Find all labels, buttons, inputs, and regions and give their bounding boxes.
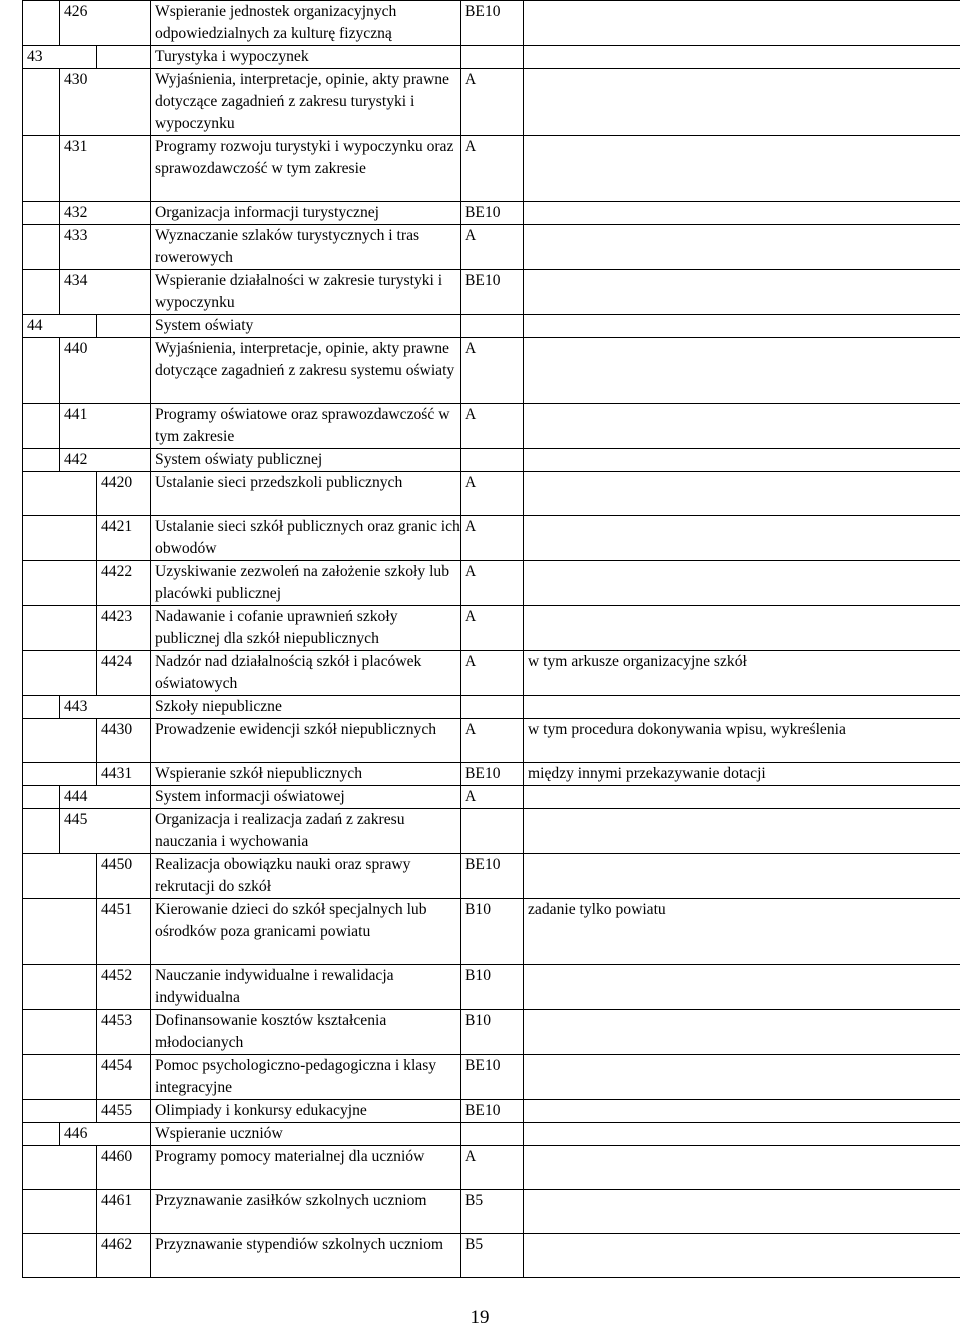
remarks	[524, 516, 960, 561]
archive-category	[461, 46, 524, 69]
remarks	[524, 1190, 960, 1234]
remarks	[524, 561, 960, 606]
archive-category: BE10	[461, 1055, 524, 1100]
table-row	[23, 225, 960, 270]
remarks	[524, 1010, 960, 1055]
table-row	[23, 472, 960, 516]
indent-cell	[23, 202, 60, 225]
indent-cell	[23, 1234, 97, 1278]
archive-category: A	[461, 225, 524, 270]
class-description: Kierowanie dzieci do szkół specjalnych lub ośrodków poza granicami powiatu	[151, 899, 461, 965]
remarks: w tym procedura dokonywania wpisu, wykreślenia	[524, 719, 960, 763]
class-description: Ustalanie sieci przedszkoli publicznych	[151, 472, 461, 516]
class-description: Ustalanie sieci szkół publicznych oraz granic ich obwodów	[151, 516, 461, 561]
table-row	[23, 786, 960, 809]
archive-category: B5	[461, 1190, 524, 1234]
archive-category: BE10	[461, 270, 524, 315]
archive-category: A	[461, 404, 524, 449]
class-code: 446	[60, 1123, 151, 1146]
class-code: 433	[60, 225, 151, 270]
indent-cell	[23, 809, 60, 854]
class-code: 440	[60, 338, 151, 404]
class-description: System oświaty	[151, 315, 461, 338]
table-row	[23, 1234, 960, 1278]
class-description: Wyjaśnienia, interpretacje, opinie, akty prawne dotyczące zagadnień z zakresu turystyki i wypoczynku	[151, 69, 461, 136]
class-description: Przyznawanie zasiłków szkolnych uczniom	[151, 1190, 461, 1234]
remarks	[524, 472, 960, 516]
table-row	[23, 449, 960, 472]
class-description: Uzyskiwanie zezwoleń na założenie szkoły lub placówki publicznej	[151, 561, 461, 606]
archive-category: A	[461, 561, 524, 606]
table-body	[23, 1, 960, 1278]
archive-category: A	[461, 606, 524, 651]
table-row	[23, 404, 960, 449]
archive-category: BE10	[461, 1, 524, 46]
class-code: 434	[60, 270, 151, 315]
table-row	[23, 763, 960, 786]
archive-category: A	[461, 1146, 524, 1190]
class-description: Wspieranie jednostek organizacyjnych odpowiedzialnych za kulturę fizyczną	[151, 1, 461, 46]
indent-cell	[23, 763, 97, 786]
class-description: Przyznawanie stypendiów szkolnych uczniom	[151, 1234, 461, 1278]
class-description: Turystyka i wypoczynek	[151, 46, 461, 69]
page-number: 19	[0, 1306, 960, 1330]
class-description: Realizacja obowiązku nauki oraz sprawy rekrutacji do szkół	[151, 854, 461, 899]
table-row	[23, 1100, 960, 1123]
indent-cell	[23, 404, 60, 449]
blank-cell	[97, 315, 151, 338]
class-code: 442	[60, 449, 151, 472]
archive-category: A	[461, 338, 524, 404]
class-code: 4453	[97, 1010, 151, 1055]
remarks	[524, 965, 960, 1010]
remarks	[524, 225, 960, 270]
archive-category	[461, 315, 524, 338]
class-code: 44	[23, 315, 97, 338]
class-code: 444	[60, 786, 151, 809]
blank-cell	[97, 46, 151, 69]
archive-category: A	[461, 719, 524, 763]
remarks	[524, 854, 960, 899]
indent-cell	[23, 1010, 97, 1055]
class-description: Wspieranie uczniów	[151, 1123, 461, 1146]
indent-cell	[23, 225, 60, 270]
remarks	[524, 606, 960, 651]
indent-cell	[23, 719, 97, 763]
table-row	[23, 651, 960, 696]
class-description: Wyznaczanie szlaków turystycznych i tras rowerowych	[151, 225, 461, 270]
table-row	[23, 1190, 960, 1234]
archive-category	[461, 449, 524, 472]
table-row	[23, 1146, 960, 1190]
remarks	[524, 404, 960, 449]
archive-category	[461, 1123, 524, 1146]
class-description: Organizacja i realizacja zadań z zakresu nauczania i wychowania	[151, 809, 461, 854]
table-row	[23, 809, 960, 854]
remarks	[524, 270, 960, 315]
class-code: 4454	[97, 1055, 151, 1100]
table-row	[23, 606, 960, 651]
archive-category: B10	[461, 965, 524, 1010]
class-description: System oświaty publicznej	[151, 449, 461, 472]
archive-category: A	[461, 69, 524, 136]
class-description: Olimpiady i konkursy edukacyjne	[151, 1100, 461, 1123]
class-code: 4431	[97, 763, 151, 786]
class-description: Programy pomocy materialnej dla uczniów	[151, 1146, 461, 1190]
class-code: 443	[60, 696, 151, 719]
remarks	[524, 46, 960, 69]
archive-category: BE10	[461, 202, 524, 225]
remarks: zadanie tylko powiatu	[524, 899, 960, 965]
records-classification-table	[22, 0, 960, 1278]
class-code: 4421	[97, 516, 151, 561]
class-code: 4422	[97, 561, 151, 606]
archive-category: BE10	[461, 1100, 524, 1123]
remarks: między innymi przekazywanie dotacji	[524, 763, 960, 786]
table-row	[23, 516, 960, 561]
remarks	[524, 1234, 960, 1278]
class-code: 431	[60, 136, 151, 202]
class-code: 426	[60, 1, 151, 46]
indent-cell	[23, 338, 60, 404]
class-code: 4430	[97, 719, 151, 763]
table-row	[23, 965, 960, 1010]
table-row	[23, 1123, 960, 1146]
table-row	[23, 69, 960, 136]
archive-category: BE10	[461, 854, 524, 899]
table-row	[23, 854, 960, 899]
remarks	[524, 449, 960, 472]
class-code: 4455	[97, 1100, 151, 1123]
class-description: Dofinansowanie kosztów kształcenia młodocianych	[151, 1010, 461, 1055]
class-description: Nadawanie i cofanie uprawnień szkoły publicznej dla szkół niepublicznych	[151, 606, 461, 651]
class-code: 4420	[97, 472, 151, 516]
table-row	[23, 719, 960, 763]
class-description: Programy oświatowe oraz sprawozdawczość w tym zakresie	[151, 404, 461, 449]
indent-cell	[23, 136, 60, 202]
indent-cell	[23, 1146, 97, 1190]
class-code: 4424	[97, 651, 151, 696]
remarks: w tym arkusze organizacyjne szkół	[524, 651, 960, 696]
remarks	[524, 1, 960, 46]
class-code: 4462	[97, 1234, 151, 1278]
class-code: 4451	[97, 899, 151, 965]
table-row	[23, 696, 960, 719]
remarks	[524, 786, 960, 809]
archive-category: A	[461, 136, 524, 202]
archive-category: A	[461, 472, 524, 516]
indent-cell	[23, 516, 97, 561]
class-code: 4450	[97, 854, 151, 899]
class-description: Organizacja informacji turystycznej	[151, 202, 461, 225]
class-code: 43	[23, 46, 97, 69]
indent-cell	[23, 1190, 97, 1234]
remarks	[524, 1055, 960, 1100]
class-code: 4452	[97, 965, 151, 1010]
remarks	[524, 809, 960, 854]
indent-cell	[23, 965, 97, 1010]
class-code: 432	[60, 202, 151, 225]
table-row	[23, 202, 960, 225]
indent-cell	[23, 449, 60, 472]
archive-category	[461, 696, 524, 719]
archive-category	[461, 809, 524, 854]
archive-category: A	[461, 516, 524, 561]
class-code: 441	[60, 404, 151, 449]
archive-category: B10	[461, 1010, 524, 1055]
remarks	[524, 1100, 960, 1123]
class-description: Prowadzenie ewidencji szkół niepublicznych	[151, 719, 461, 763]
class-description: Programy rozwoju turystyki i wypoczynku oraz sprawozdawczość w tym zakresie	[151, 136, 461, 202]
class-description: Nauczanie indywidualne i rewalidacja indywidualna	[151, 965, 461, 1010]
archive-category: A	[461, 651, 524, 696]
table-row	[23, 899, 960, 965]
remarks	[524, 1123, 960, 1146]
table-row	[23, 46, 960, 69]
remarks	[524, 696, 960, 719]
table-row	[23, 315, 960, 338]
archive-category: B5	[461, 1234, 524, 1278]
indent-cell	[23, 1055, 97, 1100]
class-description: Wyjaśnienia, interpretacje, opinie, akty prawne dotyczące zagadnień z zakresu systemu oświaty	[151, 338, 461, 404]
table-row	[23, 136, 960, 202]
indent-cell	[23, 472, 97, 516]
remarks	[524, 136, 960, 202]
table-row	[23, 1010, 960, 1055]
archive-category: B10	[461, 899, 524, 965]
table-row	[23, 1, 960, 46]
indent-cell	[23, 561, 97, 606]
class-code: 445	[60, 809, 151, 854]
class-description: System informacji oświatowej	[151, 786, 461, 809]
table-row	[23, 270, 960, 315]
class-description: Pomoc psychologiczno-pedagogiczna i klasy integracyjne	[151, 1055, 461, 1100]
remarks	[524, 315, 960, 338]
class-code: 430	[60, 69, 151, 136]
indent-cell	[23, 1123, 60, 1146]
indent-cell	[23, 69, 60, 136]
table-row	[23, 1055, 960, 1100]
remarks	[524, 338, 960, 404]
indent-cell	[23, 696, 60, 719]
class-description: Wspieranie szkół niepublicznych	[151, 763, 461, 786]
class-code: 4423	[97, 606, 151, 651]
remarks	[524, 1146, 960, 1190]
class-description: Szkoły niepubliczne	[151, 696, 461, 719]
remarks	[524, 202, 960, 225]
archive-category: A	[461, 786, 524, 809]
class-code: 4460	[97, 1146, 151, 1190]
indent-cell	[23, 270, 60, 315]
archive-category: BE10	[461, 763, 524, 786]
class-code: 4461	[97, 1190, 151, 1234]
class-description: Wspieranie działalności w zakresie turystyki i wypoczynku	[151, 270, 461, 315]
indent-cell	[23, 899, 97, 965]
indent-cell	[23, 651, 97, 696]
indent-cell	[23, 606, 97, 651]
table-row	[23, 338, 960, 404]
indent-cell	[23, 786, 60, 809]
class-description: Nadzór nad działalnością szkół i placówek oświatowych	[151, 651, 461, 696]
table-row	[23, 561, 960, 606]
remarks	[524, 69, 960, 136]
indent-cell	[23, 1100, 97, 1123]
indent-cell	[23, 854, 97, 899]
indent-cell	[23, 1, 60, 46]
